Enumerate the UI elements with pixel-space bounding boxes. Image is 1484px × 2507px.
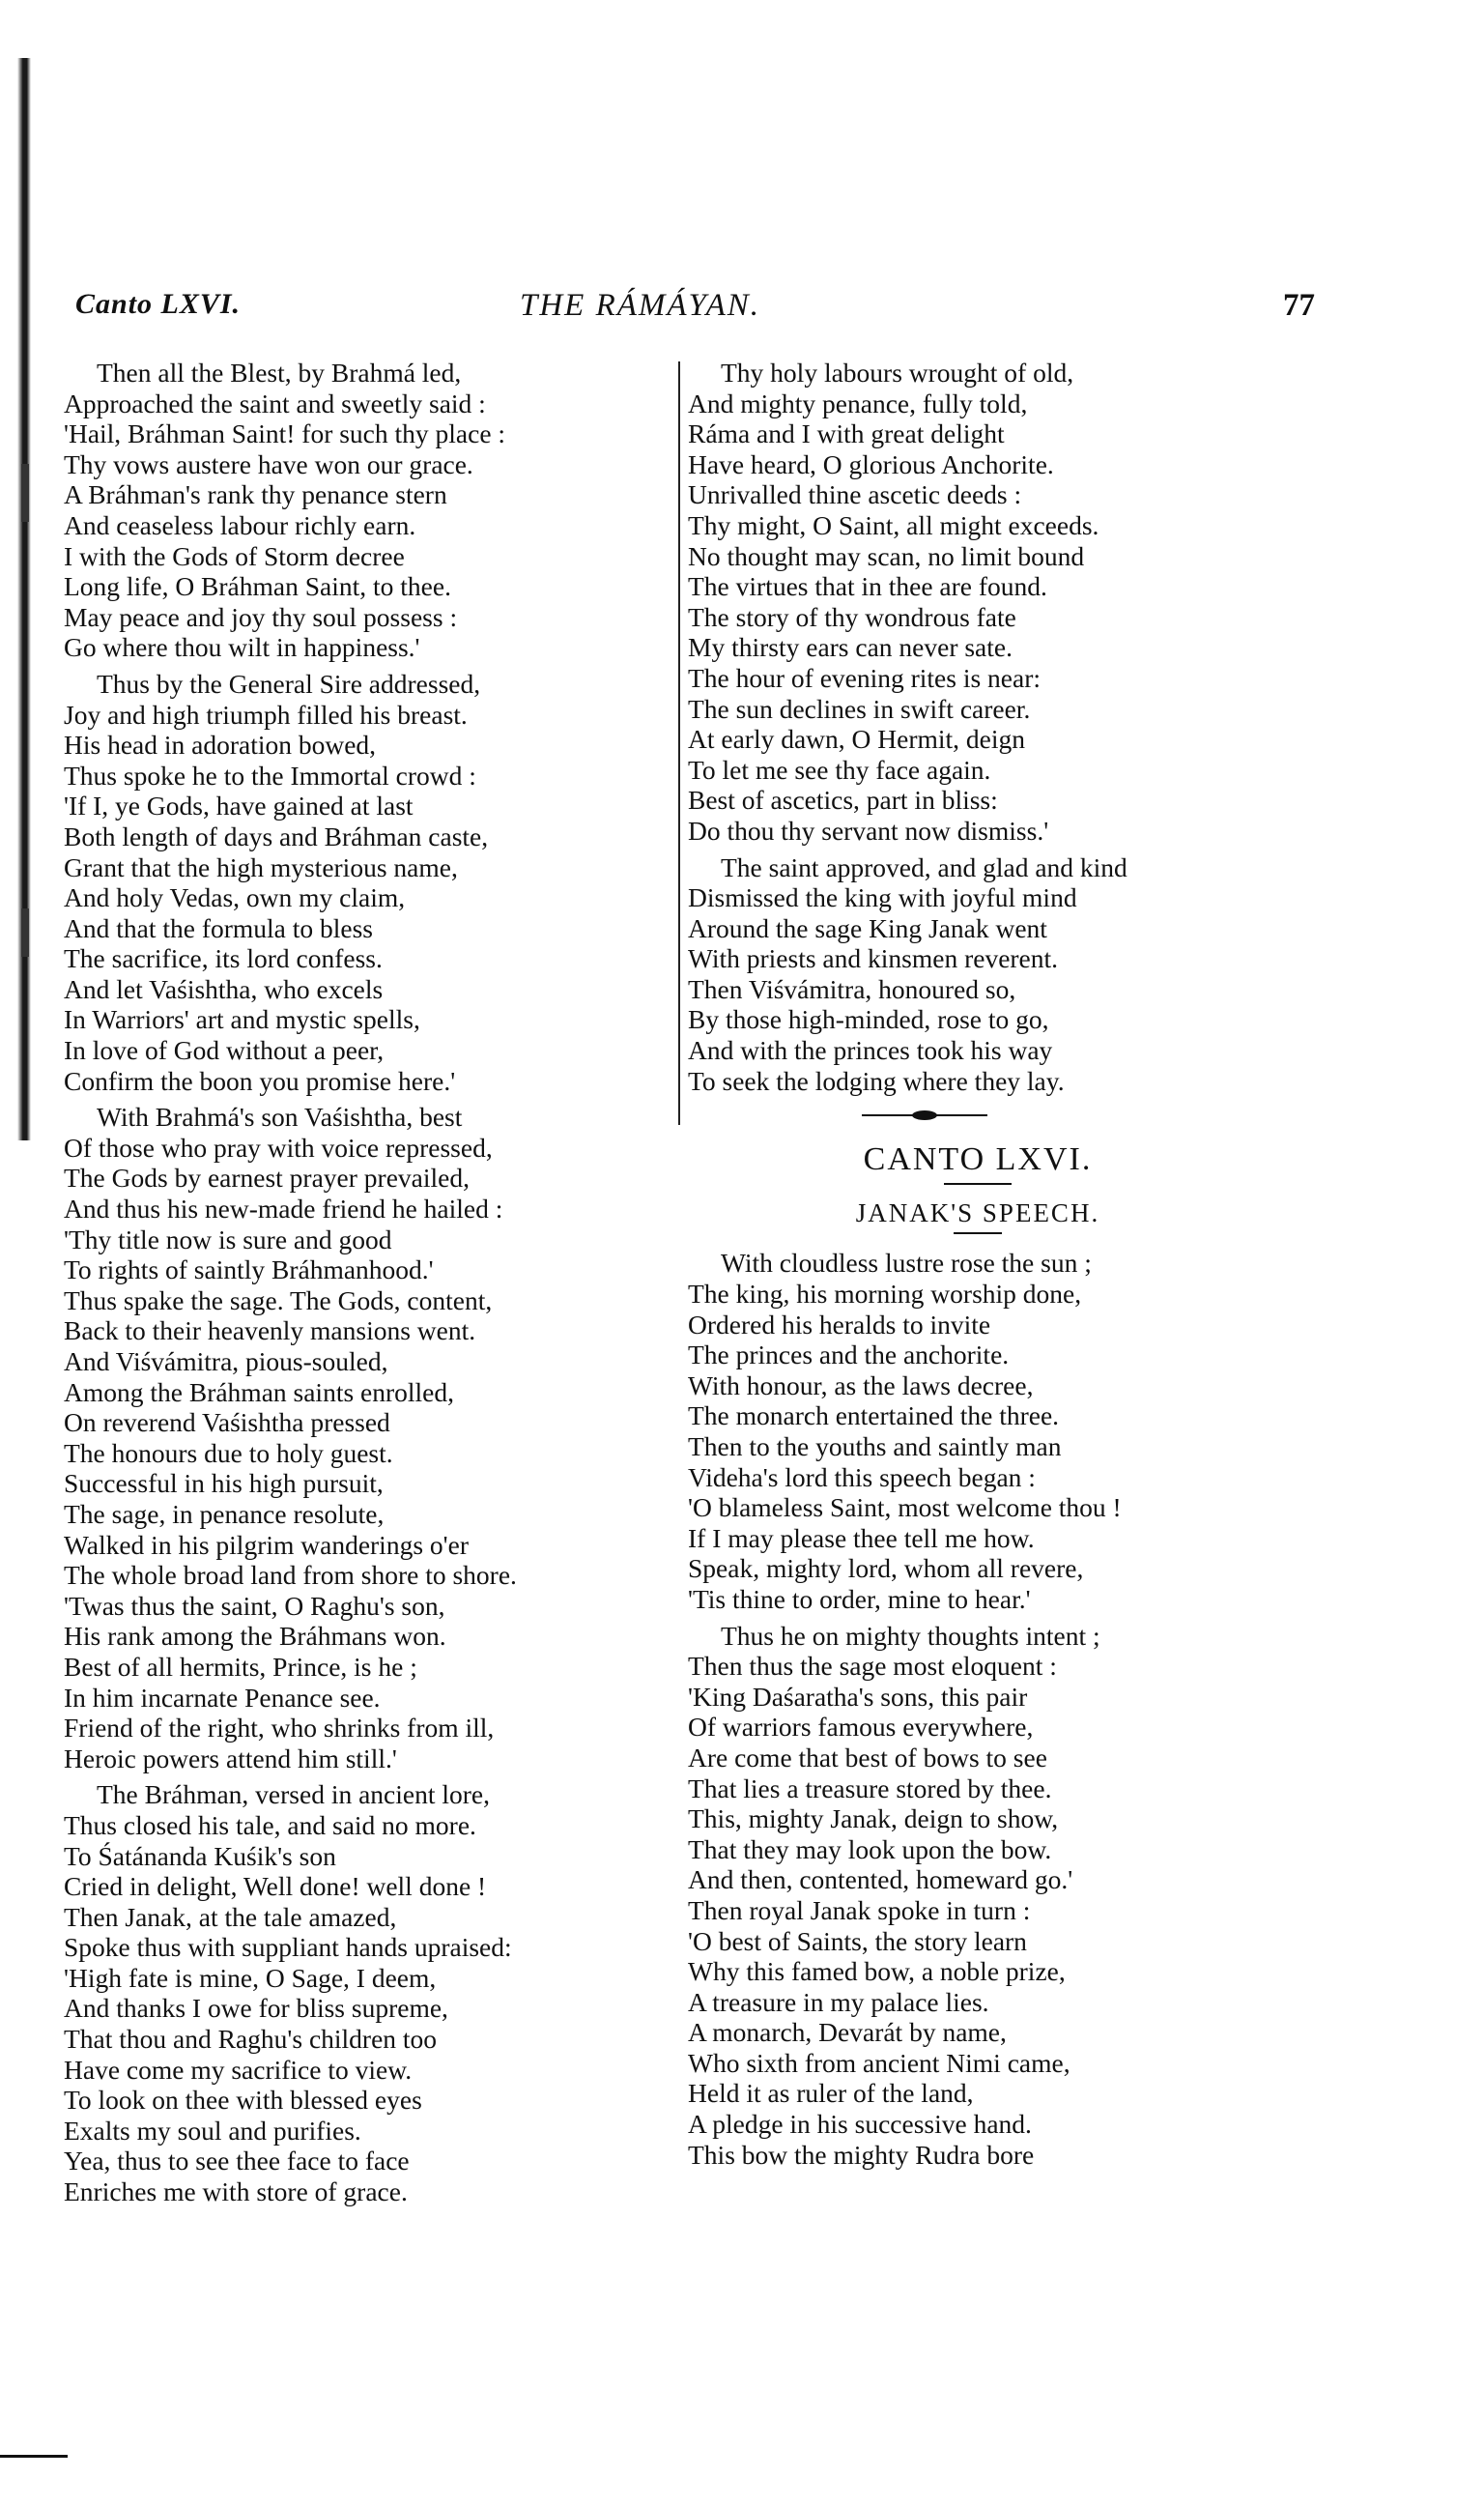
verse-line: On reverend Vaśishtha pressed xyxy=(64,1407,390,1438)
verse-line: Enriches me with store of grace. xyxy=(64,2176,408,2207)
verse-line: With Brahmá's son Vaśishtha, best xyxy=(97,1102,463,1133)
verse-line: The virtues that in thee are found. xyxy=(688,571,1047,602)
verse-line: Then Viśvámitra, honoured so, xyxy=(688,973,1016,1004)
verse-line: Who sixth from ancient Nimi came, xyxy=(688,2047,1070,2078)
verse-line: Friend of the right, who shrinks from ill, xyxy=(64,1713,495,1743)
verse-line: To look on thee with blessed eyes xyxy=(64,2085,422,2116)
verse-line: To Śatánanda Kuśik's son xyxy=(64,1840,336,1871)
verse-line: Thus spoke he to the Immortal crowd : xyxy=(64,760,476,791)
verse-line: That they may look upon the bow. xyxy=(688,1833,1052,1864)
verse-line: Held it as ruler of the land, xyxy=(688,2078,974,2109)
verse-line: To seek the lodging where they lay. xyxy=(688,1065,1065,1096)
verse-line: 'King Daśaratha's sons, this pair xyxy=(688,1681,1028,1712)
verse-line: Of those who pray with voice repressed, xyxy=(64,1132,493,1163)
right-column-stanzas-before xyxy=(688,358,1326,1096)
verse-line: In love of God without a peer, xyxy=(64,1035,385,1066)
verse-line: The sun declines in swift career. xyxy=(688,693,1031,724)
verse-line: In him incarnate Penance see. xyxy=(64,1682,381,1713)
verse-line: Dismissed the king with joyful mind xyxy=(688,882,1077,913)
verse-line: The saint approved, and glad and kind xyxy=(721,851,1127,882)
stanza xyxy=(688,1621,1326,2171)
right-column xyxy=(688,358,1326,2176)
canto-subheading: JANAK'S SPEECH. xyxy=(855,1197,1100,1227)
verse-line: Then to the youths and saintly man xyxy=(688,1431,1062,1461)
verse-line: With priests and kinsmen reverent. xyxy=(688,943,1059,974)
verse-line: Cried in delight, Well done! well done ! xyxy=(64,1871,487,1902)
subheading-rule xyxy=(954,1232,1002,1234)
verse-line: His head in adoration bowed, xyxy=(64,730,377,761)
verse-line: Best of ascetics, part in bliss: xyxy=(688,785,998,816)
verse-line: Best of all hermits, Prince, is he ; xyxy=(64,1651,417,1682)
verse-line: That lies a treasure stored by thee. xyxy=(688,1772,1052,1803)
verse-line: A pledge in his successive hand. xyxy=(688,2109,1032,2140)
verse-line: The sage, in penance resolute, xyxy=(64,1498,385,1529)
verse-line: Are come that best of bows to see xyxy=(688,1742,1047,1772)
verse-line: By those high-minded, rose to go, xyxy=(688,1004,1049,1035)
right-column-stanzas-after xyxy=(688,1248,1326,2170)
verse-line: 'Thy title now is sure and good xyxy=(64,1224,392,1254)
verse-line: Ordered his heralds to invite xyxy=(688,1309,991,1340)
verse-line: And let Vaśishtha, who excels xyxy=(64,973,384,1004)
verse-line: Then royal Janak spoke in turn : xyxy=(688,1894,1031,1925)
verse-line: This, mighty Janak, deign to show, xyxy=(688,1803,1059,1834)
verse-line: The Bráhman, versed in ancient lore, xyxy=(97,1779,490,1810)
book-spine-edge xyxy=(17,58,31,1140)
stanza xyxy=(64,1102,682,1773)
verse-line: Videha's lord this speech began : xyxy=(688,1461,1036,1492)
verse-line: Thus he on mighty thoughts intent ; xyxy=(721,1620,1100,1651)
verse-line: This bow the mighty Rudra bore xyxy=(688,2139,1035,2170)
spine-mark xyxy=(21,464,29,522)
verse-line: Both length of days and Bráhman caste, xyxy=(64,821,489,851)
section-ornament xyxy=(688,1104,1326,1127)
verse-line: The story of thy wondrous fate xyxy=(688,601,1016,632)
verse-line: To let me see thy face again. xyxy=(688,754,991,785)
verse-line: I with the Gods of Storm decree xyxy=(64,540,405,571)
column-divider xyxy=(678,361,680,1125)
running-header xyxy=(75,288,1331,336)
verse-line: 'Tis thine to order, mine to hear.' xyxy=(688,1583,1031,1614)
verse-line: Then all the Blest, by Brahmá led, xyxy=(97,358,462,388)
verse-line: Thy holy labours wrought of old, xyxy=(721,358,1074,388)
header-canto: Canto LXVI. xyxy=(75,288,242,320)
verse-line: Among the Bráhman saints enrolled, xyxy=(64,1376,455,1407)
verse-line: A treasure in my palace lies. xyxy=(688,1986,989,2017)
verse-line: Have come my sacrifice to view. xyxy=(64,2054,413,2085)
verse-line: Speak, mighty lord, whom all revere, xyxy=(688,1553,1084,1584)
verse-line: The honours due to holy guest. xyxy=(64,1437,393,1468)
verse-line: Thy might, O Saint, all might exceeds. xyxy=(688,509,1099,540)
verse-line: 'High fate is mine, O Sage, I deem, xyxy=(64,1962,437,1993)
verse-line: Grant that the high mysterious name, xyxy=(64,851,458,882)
verse-line: Go where thou wilt in happiness.' xyxy=(64,632,420,663)
verse-line: 'Hail, Bráhman Saint! for such thy place : xyxy=(64,418,506,449)
verse-line: A Bráhman's rank thy penance stern xyxy=(64,479,447,510)
page-corner-mark xyxy=(0,2455,68,2458)
verse-line: In Warriors' art and mystic spells, xyxy=(64,1004,420,1035)
verse-line: The sacrifice, its lord confess. xyxy=(64,943,383,974)
left-column xyxy=(64,358,682,2213)
verse-line: Then thus the sage most eloquent : xyxy=(688,1651,1057,1682)
page-number: 77 xyxy=(1283,288,1315,323)
verse-line: And thus his new-made friend he hailed : xyxy=(64,1194,503,1225)
verse-line: The king, his morning worship done, xyxy=(688,1279,1082,1310)
stanza xyxy=(64,1779,682,2206)
verse-line: 'O best of Saints, the story learn xyxy=(688,1925,1027,1956)
verse-line: And Viśvámitra, pious-souled, xyxy=(64,1346,388,1376)
verse-line: Long life, O Bráhman Saint, to thee. xyxy=(64,571,451,602)
stanza xyxy=(64,669,682,1096)
verse-line: If I may please thee tell me how. xyxy=(688,1522,1035,1553)
verse-line: No thought may scan, no limit bound xyxy=(688,540,1085,571)
verse-line: That thou and Raghu's children too xyxy=(64,2024,438,2055)
verse-line: Thy vows austere have won our grace. xyxy=(64,448,473,479)
verse-line: A monarch, Devarát by name, xyxy=(688,2017,1007,2048)
verse-line: May peace and joy thy soul possess : xyxy=(64,601,458,632)
stanza xyxy=(688,1248,1326,1614)
verse-line: With cloudless lustre rose the sun ; xyxy=(721,1248,1092,1279)
verse-line: And then, contented, homeward go.' xyxy=(688,1864,1073,1895)
header-title: THE RÁMÁYAN. xyxy=(520,288,761,323)
verse-line: Thus by the General Sire addressed, xyxy=(97,668,481,699)
verse-line: To rights of saintly Bráhmanhood.' xyxy=(64,1254,434,1285)
verse-line: The Gods by earnest prayer prevailed, xyxy=(64,1163,470,1194)
verse-line: Confirm the boon you promise here.' xyxy=(64,1065,456,1096)
verse-line: And thanks I owe for bliss supreme, xyxy=(64,1993,448,2024)
verse-line: Back to their heavenly mansions went. xyxy=(64,1315,476,1346)
verse-line: Yea, thus to see thee face to face xyxy=(64,2146,410,2176)
verse-line: The princes and the anchorite. xyxy=(688,1340,1010,1370)
verse-line: Spoke thus with suppliant hands upraised: xyxy=(64,1932,512,1963)
verse-line: With honour, as the laws decree, xyxy=(688,1369,1034,1400)
verse-line: 'O blameless Saint, most welcome thou ! xyxy=(688,1492,1122,1523)
verse-line: Successful in his high pursuit, xyxy=(64,1468,384,1499)
verse-line: Thus closed his tale, and said no more. xyxy=(64,1809,476,1840)
verse-line: Unrivalled thine ascetic deeds : xyxy=(688,479,1022,510)
verse-line: Then Janak, at the tale amazed, xyxy=(64,1901,397,1932)
heading-rule xyxy=(944,1183,1012,1185)
verse-line: Joy and high triumph filled his breast. xyxy=(64,699,468,730)
stanza xyxy=(64,358,682,663)
verse-line: Exalts my soul and purifies. xyxy=(64,2115,361,2146)
verse-line: Do thou thy servant now dismiss.' xyxy=(688,815,1049,846)
verse-line: And ceaseless labour richly earn. xyxy=(64,509,416,540)
verse-line: And with the princes took his way xyxy=(688,1035,1053,1066)
stanza xyxy=(688,852,1326,1097)
verse-line: 'Twas thus the saint, O Raghu's son, xyxy=(64,1590,445,1621)
verse-line: And that the formula to bless xyxy=(64,912,374,943)
verse-line: My thirsty ears can never sate. xyxy=(688,632,1013,663)
verse-line: And holy Vedas, own my claim, xyxy=(64,882,406,913)
canto-heading: CANTO LXVI. xyxy=(863,1141,1093,1178)
spine-mark xyxy=(21,908,29,957)
verse-line: Why this famed bow, a noble prize, xyxy=(688,1956,1066,1987)
verse-line: And mighty penance, fully told, xyxy=(688,388,1028,418)
verse-line: The whole broad land from shore to shore. xyxy=(64,1560,517,1591)
verse-line: At early dawn, O Hermit, deign xyxy=(688,724,1026,755)
stanza xyxy=(688,358,1326,847)
verse-line: The monarch entertained the three. xyxy=(688,1400,1060,1431)
verse-line: The hour of evening rites is near: xyxy=(688,662,1042,693)
verse-line: Walked in his pilgrim wanderings o'er xyxy=(64,1529,469,1560)
verse-line: Of warriors famous everywhere, xyxy=(688,1712,1034,1743)
verse-line: Thus spake the sage. The Gods, content, xyxy=(64,1284,493,1315)
verse-line: Approached the saint and sweetly said : xyxy=(64,388,486,418)
verse-line: Have heard, O glorious Anchorite. xyxy=(688,448,1054,479)
verse-line: Around the sage King Janak went xyxy=(688,912,1047,943)
verse-line: His rank among the Bráhmans won. xyxy=(64,1621,446,1652)
ornament-dot xyxy=(912,1110,937,1120)
verse-line: Ráma and I with great delight xyxy=(688,418,1005,449)
verse-line: 'If I, ye Gods, have gained at last xyxy=(64,791,414,821)
verse-line: Heroic powers attend him still.' xyxy=(64,1743,397,1773)
